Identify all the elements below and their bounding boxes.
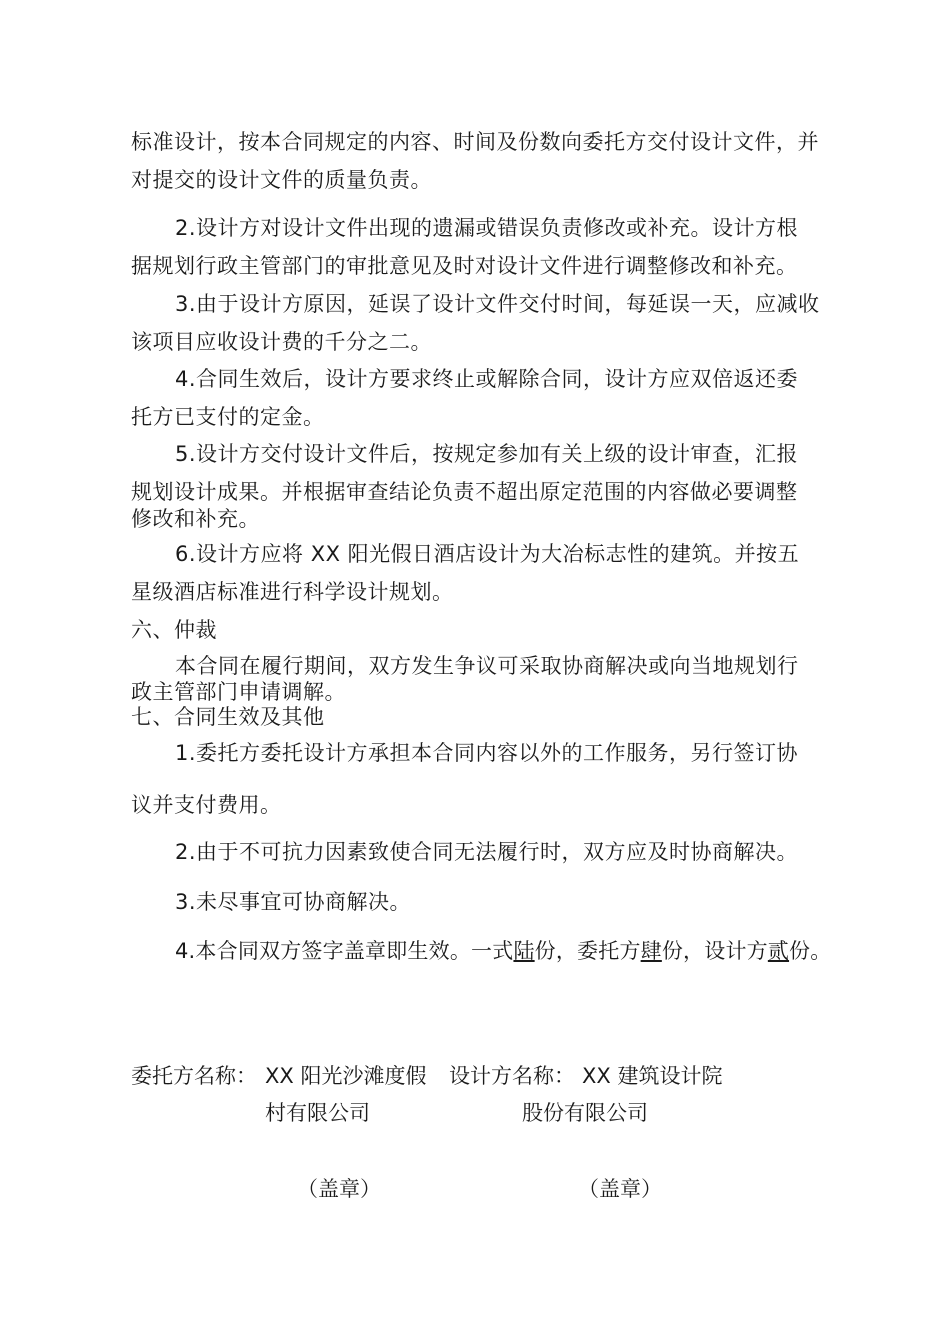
designer-label: 设计方名称： xyxy=(449,1064,575,1088)
clause-3-line: 该项目应收设计费的千分之二。 xyxy=(131,330,432,354)
paragraph-line: 对提交的设计文件的质量负责。 xyxy=(131,168,432,192)
clause-2-line: 2.设计方对设计文件出现的遗漏或错误负责修改或补充。设计方根 xyxy=(175,216,799,240)
clause-2-line: 据规划行政主管部门的审批意见及时对设计文件进行调整修改和补充。 xyxy=(131,254,798,278)
arbitration-line: 政主管部门申请调解。 xyxy=(131,680,346,704)
clause-5-line: 规划设计成果。并根据审查结论负责不超出原定范围的内容做必要调整 xyxy=(131,480,798,504)
clause-4-line: 4.合同生效后，设计方要求终止或解除合同，设计方应双倍返还委 xyxy=(175,367,799,391)
designer-name: XX 建筑设计院 xyxy=(582,1064,723,1088)
arbitration-line: 本合同在履行期间，双方发生争议可采取协商解决或向当地规划行 xyxy=(175,654,799,678)
clause-6-line: 6.设计方应将 XX 阳光假日酒店设计为大冶标志性的建筑。并按五 xyxy=(175,542,800,566)
client-name: XX 阳光沙滩度假 xyxy=(265,1064,427,1088)
clause-6-line: 星级酒店标准进行科学设计规划。 xyxy=(131,580,454,604)
other-clause-4 xyxy=(175,937,831,965)
other-clause-2: 2.由于不可抗力因素致使合同无法履行时，双方应及时协商解决。 xyxy=(175,840,799,864)
clause-3-line: 3.由于设计方原因，延误了设计文件交付时间，每延误一天，应减收 xyxy=(175,292,820,316)
copies-designer: 贰 xyxy=(767,939,790,963)
paragraph-line: 标准设计，按本合同规定的内容、时间及份数向委托方交付设计文件，并 xyxy=(131,130,819,154)
clause-text: 份。 xyxy=(789,939,832,963)
client-name-cont: 村有限公司 xyxy=(265,1101,370,1125)
client-seal: （盖章） xyxy=(297,1177,381,1201)
copies-total: 陆 xyxy=(513,939,535,963)
clause-4-line: 托方已支付的定金。 xyxy=(131,405,325,429)
clause-5-line: 修改和补充。 xyxy=(131,507,260,531)
other-clause-1-line: 1.委托方委托设计方承担本合同内容以外的工作服务，另行签订协 xyxy=(175,741,799,765)
clause-text: 份，设计方 xyxy=(661,939,768,963)
other-clause-1-line: 议并支付费用。 xyxy=(131,793,282,817)
clause-text: 份，委托方 xyxy=(534,939,641,963)
copies-client: 肆 xyxy=(640,939,662,963)
designer-seal: （盖章） xyxy=(578,1177,662,1201)
section-heading-effect: 七、合同生效及其他 xyxy=(131,705,325,729)
designer-name-cont: 股份有限公司 xyxy=(522,1101,648,1125)
clause-5-line: 5.设计方交付设计文件后，按规定参加有关上级的设计审查，汇报 xyxy=(175,442,799,466)
other-clause-3: 3.未尽事宜可协商解决。 xyxy=(175,890,412,914)
client-label: 委托方名称： xyxy=(131,1064,257,1088)
clause-text: 4.本合同双方签字盖章即生效。一式 xyxy=(175,939,514,963)
section-heading-arbitration: 六、仲裁 xyxy=(131,618,217,642)
